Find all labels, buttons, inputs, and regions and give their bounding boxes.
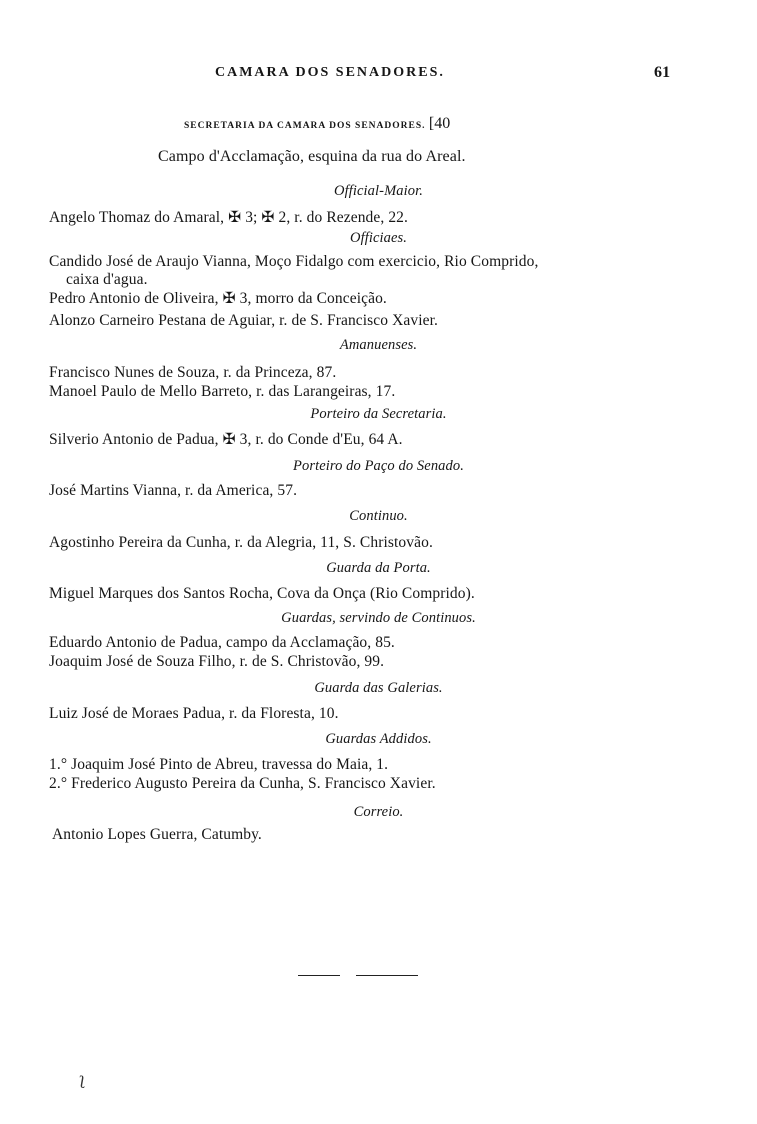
title-porteiro-paco: Porteiro do Paço do Senado. bbox=[293, 458, 464, 474]
entry-francisco: Francisco Nunes de Souza, r. da Princeza, 87. bbox=[49, 364, 337, 381]
section-heading bbox=[184, 115, 450, 135]
closing-rule-right bbox=[356, 975, 418, 976]
entry-luiz: Luiz José de Moraes Padua, r. da Floresta, 10. bbox=[49, 705, 339, 722]
title-guarda-porta: Guarda da Porta. bbox=[326, 560, 431, 576]
entry-angelo: Angelo Thomaz do Amaral, ✠ 3; ✠ 2, r. do Rezende, 22. bbox=[49, 209, 408, 226]
title-officiaes: Officiaes. bbox=[350, 230, 407, 246]
entry-joaquim-pinto: 1.° Joaquim José Pinto de Abreu, travessa do Maia, 1. bbox=[49, 756, 389, 773]
entry-joaquim-souza: Joaquim José de Souza Filho, r. de S. Christovão, 99. bbox=[49, 653, 385, 670]
entry-frederico: 2.° Frederico Augusto Pereira da Cunha, S. Francisco Xavier. bbox=[49, 775, 436, 792]
closing-rule-left bbox=[298, 975, 340, 976]
title-porteiro-secretaria: Porteiro da Secretaria. bbox=[310, 406, 447, 422]
title-guardas-addidos: Guardas Addidos. bbox=[325, 731, 432, 747]
entry-eduardo: Eduardo Antonio de Padua, campo da Acclamação, 85. bbox=[49, 634, 395, 651]
margin-mark: ʅ bbox=[80, 1072, 85, 1092]
entry-antonio: Antonio Lopes Guerra, Catumby. bbox=[52, 826, 262, 843]
title-guarda-galerias: Guarda das Galerias. bbox=[314, 680, 443, 696]
entry-jose-martins: José Martins Vianna, r. da America, 57. bbox=[49, 482, 298, 499]
title-official-maior: Official-Maior. bbox=[334, 183, 423, 199]
entry-candido-cont: caixa d'agua. bbox=[66, 271, 148, 288]
entry-agostinho: Agostinho Pereira da Cunha, r. da Alegria, 11, S. Christovão. bbox=[49, 534, 433, 551]
running-header-title: CAMARA DOS SENADORES. bbox=[215, 65, 445, 80]
entry-pedro: Pedro Antonio de Oliveira, ✠ 3, morro da Conceição. bbox=[49, 290, 387, 307]
page-number: 61 bbox=[654, 64, 671, 81]
title-guardas-continuos: Guardas, servindo de Continuos. bbox=[281, 610, 476, 626]
title-continuo: Continuo. bbox=[349, 508, 408, 524]
section-heading-number: [40 bbox=[428, 115, 451, 132]
title-amanuenses: Amanuenses. bbox=[339, 337, 418, 353]
entry-candido: Candido José de Araujo Vianna, Moço Fidalgo com exercicio, Rio Comprido, bbox=[49, 253, 539, 270]
entry-alonzo: Alonzo Carneiro Pestana de Aguiar, r. de S. Francisco Xavier. bbox=[49, 312, 439, 329]
section-heading-text: SECRETARIA DA CAMARA DOS SENADORES. bbox=[184, 121, 426, 131]
title-correio: Correio. bbox=[353, 804, 404, 820]
section-address: Campo d'Acclamação, esquina da rua do Areal. bbox=[158, 148, 466, 165]
entry-manoel: Manoel Paulo de Mello Barreto, r. das Larangeiras, 17. bbox=[49, 383, 396, 400]
entry-miguel: Miguel Marques dos Santos Rocha, Cova da Onça (Rio Comprido). bbox=[49, 585, 475, 602]
entry-silverio: Silverio Antonio de Padua, ✠ 3, r. do Conde d'Eu, 64 A. bbox=[49, 431, 403, 448]
